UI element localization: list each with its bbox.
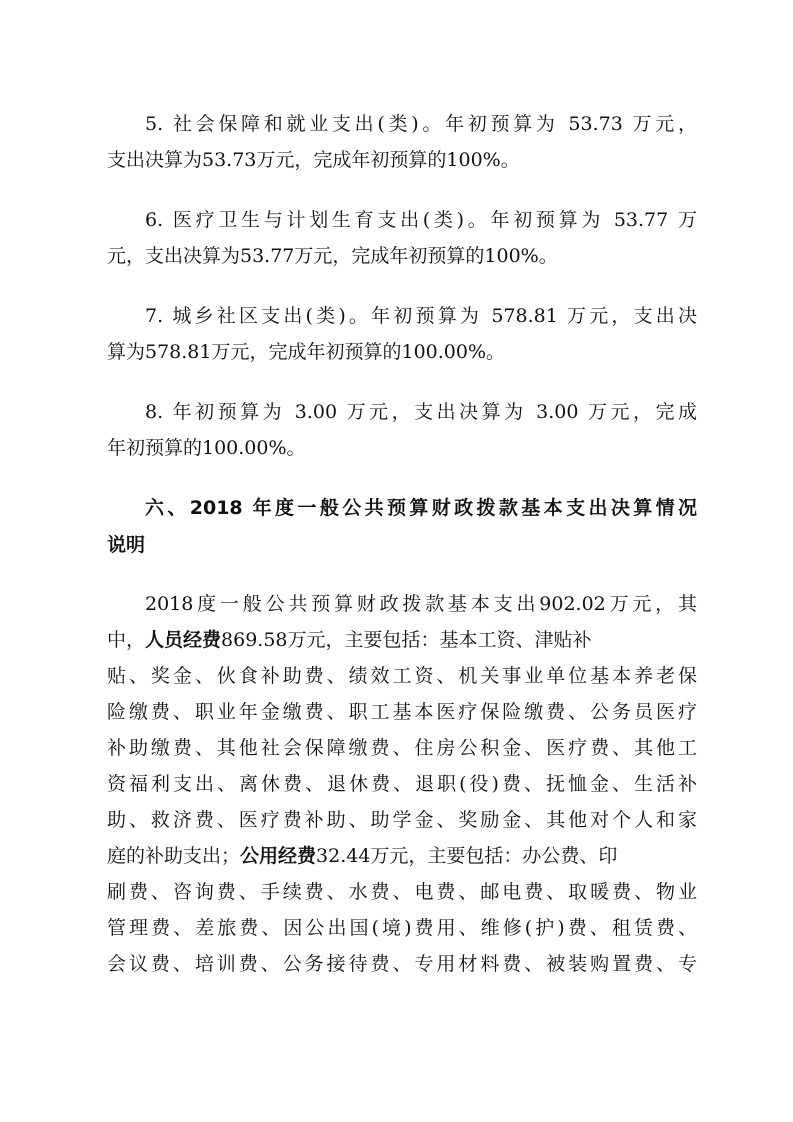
paragraph-8-line-1: 8. 年初预算为 3.00 万元，支出决算为 3.00 万元，完成 [145,401,697,423]
body-line-5: 补助缴费、其他社会保障缴费、住房公积金、医疗费、其他工 [107,737,697,759]
body-line-7: 助、救济费、医疗费补助、助学金、奖励金、其他对个人和家 [107,809,697,831]
paragraph-5-line-1: 5. 社会保障和就业支出(类)。年初预算为 53.73 万元， [145,113,697,135]
body-line-8-rest: 32.44万元，主要包括：办公费、印 [316,845,618,867]
body-line-8 [107,843,697,869]
body-line-4: 险缴费、职业年金缴费、职工基本医疗保险缴费、公务员医疗 [107,701,697,723]
body-line-9: 刷费、咨询费、手续费、水费、电费、邮电费、取暖费、物业 [107,881,697,903]
section-heading: 六、2018 年度一般公共预算财政拨款基本支出决算情况 [145,497,697,519]
personnel-expense-label: 人员经费 [145,629,222,651]
body-line-2-prefix: 中， [107,629,146,651]
body-line-1: 2018度一般公共预算财政拨款基本支出902.02万元，其 [145,593,697,615]
body-line-10: 管理费、差旅费、因公出国(境)费用、维修(护)费、租赁费、 [107,917,697,939]
paragraph-6-line-1: 6. 医疗卫生与计划生育支出(类)。年初预算为 53.77 万 [145,209,697,231]
paragraph-5-line-2: 支出决算为53.73万元，完成年初预算的100%。 [107,149,520,171]
body-line-6: 资福利支出、离休费、退休费、退职(役)费、抚恤金、生活补 [107,773,697,795]
body-line-8-prefix: 庭的补助支出； [107,845,241,867]
paragraph-7-line-2: 算为578.81万元，完成年初预算的100.00%。 [107,341,506,363]
section-heading-line-2: 说明 [107,534,146,556]
body-line-3: 贴、奖金、伙食补助费、绩效工资、机关事业单位基本养老保 [107,665,697,687]
paragraph-7-line-1: 7. 城乡社区支出(类)。年初预算为 578.81 万元，支出决 [145,305,697,327]
body-line-11: 会议费、培训费、公务接待费、专用材料费、被装购置费、专 [107,953,697,975]
body-line-2 [107,627,697,653]
body-line-2-rest: 869.58万元，主要包括：基本工资、津贴补 [221,629,592,651]
public-expense-label: 公用经费 [240,845,317,867]
paragraph-8-line-2: 年初预算的100.00%。 [107,437,306,459]
paragraph-6-line-2: 元，支出决算为53.77万元，完成年初预算的100%。 [107,245,558,267]
